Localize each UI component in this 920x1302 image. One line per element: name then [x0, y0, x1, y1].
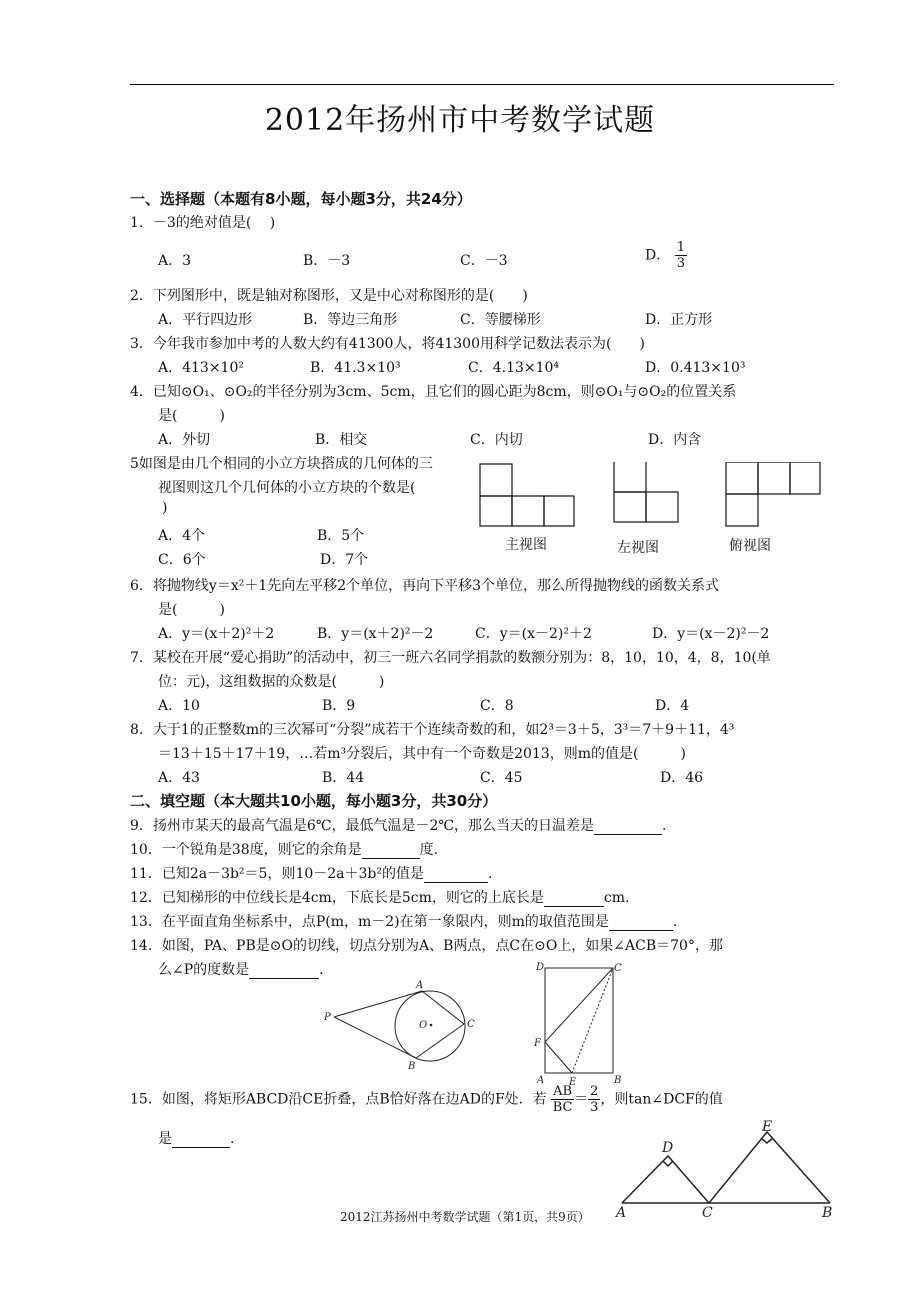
q12-unit: cm. [603, 890, 630, 906]
q10 [130, 839, 438, 859]
top-view-cell [726, 462, 758, 494]
label-d: D [536, 962, 545, 973]
q15-equals: ＝ [574, 1091, 589, 1108]
front-view-cube [480, 496, 512, 526]
side-view-cube [646, 492, 678, 522]
q1-d-prefix: D． [645, 247, 671, 264]
q12 [130, 887, 629, 907]
q7-option-c: C．8 [480, 698, 514, 714]
right-angle-e [761, 1138, 773, 1143]
q9-period: . [662, 818, 667, 834]
q12-text: 12．已知梯形的中位线长是4cm，下底长是5cm，则它的上底长是 [130, 890, 544, 906]
q11 [130, 863, 492, 883]
label-c: C [614, 963, 622, 974]
tangent-pb [334, 1017, 416, 1058]
rectangle-abcd [545, 968, 613, 1073]
q14-stem-line1: 14．如图，PA、PB是⊙O的切线，切点分别为A、B两点，点C在⊙O上，如果∠ACB＝70°，那 [130, 938, 723, 954]
q7-stem-line2: 位：元)，这组数据的众数是( ) [158, 674, 385, 690]
q1-option-c: C．－3 [460, 253, 508, 269]
right-angle-d [663, 1161, 673, 1166]
q14-text: 么∠P的度数是 [158, 962, 250, 978]
side-view-cube [614, 492, 646, 522]
q8-stem-line1: 8．大于1的正整数m的三次幂可“分裂”成若干个连续奇数的和，如2³＝3＋5，3³＝7＋9＋11，4³ [130, 722, 735, 738]
front-view-cube [544, 496, 574, 526]
q1-option-b: B．－3 [303, 253, 351, 269]
q8-option-a: A．43 [158, 770, 200, 786]
label-a: A [537, 1075, 545, 1086]
q10-text: 10．一个锐角是38度，则它的余角是 [130, 842, 362, 858]
q14-answer-blank [249, 962, 319, 979]
q6-option-c: C．y＝(x－2)²＋2 [475, 626, 592, 642]
q11-answer-blank [424, 866, 488, 883]
q8-option-b: B．44 [322, 770, 365, 786]
q1-d-fraction [675, 240, 687, 271]
circle-o [395, 991, 465, 1061]
q2-option-c: C．等腰梯形 [460, 312, 541, 328]
q4-option-a: A．外切 [158, 432, 211, 448]
q15-value [588, 1084, 600, 1115]
q6-stem-line1: 6．将抛物线y＝x²＋1先向左平移2个单位，再向下平移3个单位，那么所得抛物线的函数关系式 [130, 578, 720, 594]
q8-option-c: C．45 [480, 770, 523, 786]
label-b: B [614, 1075, 622, 1086]
chord-ac [422, 991, 464, 1024]
q8-option-d: D．46 [660, 770, 704, 786]
label-e: E [569, 1077, 577, 1088]
q7-option-d: D．4 [655, 698, 690, 714]
q1-option-a: A．3 [158, 253, 192, 269]
q3-option-d: D．0.413×10³ [645, 360, 746, 376]
q14-period: . [319, 962, 324, 978]
label-a: A [416, 980, 424, 991]
q6-option-d: D．y＝(x－2)²－2 [652, 626, 770, 642]
q6-option-b: B．y＝(x＋2)²－2 [317, 626, 434, 642]
q4-option-c: C．内切 [470, 432, 523, 448]
q5-stem-line3: ) [162, 500, 168, 516]
q6-option-a: A．y＝(x＋2)²＋2 [158, 626, 275, 642]
front-view-caption: 主视图 [505, 537, 547, 553]
q15-value-numerator: 2 [590, 1084, 599, 1099]
label-c: C [702, 1205, 713, 1221]
fold-line-ce [572, 968, 613, 1073]
q15-line2-text: 是 [158, 1131, 172, 1147]
q15-stem-line1 [130, 1084, 723, 1115]
q6-stem-line2: 是( ) [158, 602, 225, 618]
top-view-cell [726, 494, 758, 526]
label-c: C [467, 1019, 475, 1030]
q1-stem: 1．－3的绝对值是( ) [130, 215, 276, 231]
label-a: A [616, 1205, 627, 1221]
q15-ratio-numerator: AB [553, 1084, 573, 1099]
page-title: 2012年扬州市中考数学试题 [264, 103, 656, 138]
q15-stem-line2 [158, 1128, 234, 1148]
q3-option-a: A．413×10² [158, 360, 244, 376]
q15-ratio-denominator: BC [552, 1100, 573, 1115]
q12-answer-blank [544, 890, 604, 907]
folded-rectangle-figure [530, 958, 630, 1088]
q7-option-b: B．9 [322, 698, 356, 714]
side-view-caption: 左视图 [617, 540, 659, 556]
q13-answer-blank [609, 914, 673, 931]
q1-d-numerator: 1 [676, 240, 685, 255]
label-p: P [324, 1012, 331, 1023]
q4-option-d: D．内含 [648, 432, 702, 448]
q7-option-a: A．10 [158, 698, 200, 714]
q10-unit: 度. [419, 842, 439, 858]
q5-stem-line2: 视图则这几个几何体的小立方块的个数是( [158, 480, 416, 496]
q11-period: . [488, 866, 493, 882]
q5-option-c: C．6个 [158, 552, 206, 568]
q7-stem-line1: 7．某校在开展“爱心捐助”的活动中，初三一班六名同学捐款的数额分别为：8，10，10，4，8，10(单 [130, 650, 771, 666]
label-f: F [534, 1038, 541, 1049]
front-view-cube [512, 496, 544, 526]
header-rule [130, 84, 834, 85]
q10-answer-blank [362, 842, 420, 859]
front-view-cube [480, 464, 512, 496]
q1-d-denominator: 3 [676, 256, 685, 271]
q15-answer-blank [172, 1131, 230, 1148]
triangle-outline [622, 1132, 830, 1203]
q3-stem: 3．今年我市参加中考的人数大约有41300人，将41300用科学记数法表示为( ) [130, 336, 645, 352]
label-b: B [822, 1205, 833, 1221]
q5-option-d: D．7个 [320, 552, 369, 568]
q5-option-a: A．4个 [158, 528, 206, 544]
q3-option-c: C．4.13×10⁴ [468, 360, 560, 376]
q15-value-denominator: 3 [590, 1100, 599, 1115]
segment-fc [545, 968, 613, 1042]
q15-ratio [551, 1084, 574, 1115]
q4-stem-line2: 是( ) [158, 408, 225, 424]
side-view-cube [614, 462, 646, 492]
tangent-pa [334, 991, 422, 1017]
section-1-heading: 一、选择题（本题有8小题，每小题3分，共24分） [130, 190, 472, 208]
segment-fe [545, 1042, 572, 1073]
top-view-cell [790, 462, 820, 494]
page-footer: 2012江苏扬州中考数学试题（第1页，共9页） [340, 1210, 590, 1224]
q5-stem-line1: 5如图是由几个相同的小立方块搭成的几何体的三 [130, 456, 433, 472]
q8-stem-line2: ＝13＋15＋17＋19，…若m³分裂后，其中有一个奇数是2013，则m的值是( ) [158, 746, 686, 762]
q11-text: 11．已知2a－3b²＝5，则10－2a＋3b²的值是 [130, 866, 425, 882]
q5-option-b: B．5个 [317, 528, 365, 544]
q13-text: 13．在平面直角坐标系中，点P(m，m－2)在第一象限内，则m的取值范围是 [130, 914, 609, 930]
top-view-cell [758, 462, 790, 494]
q15-period: . [230, 1131, 235, 1147]
two-triangles-figure [612, 1118, 842, 1224]
center-dot [430, 1024, 433, 1027]
three-views-figure [478, 462, 828, 532]
label-b: B [408, 1061, 416, 1072]
q9-text: 9．扬州市某天的最高气温是6℃，最低气温是－2℃，那么当天的日温差是 [130, 818, 595, 834]
label-e: E [762, 1119, 773, 1135]
q15-text-tail: ，则tan∠DCF的值 [600, 1091, 723, 1108]
top-view-caption: 俯视图 [729, 538, 771, 554]
q15-text: 15．如图，将矩形ABCD沿CE折叠，点B恰好落在边AD的F处．若 [130, 1091, 547, 1108]
q13-period: . [672, 914, 678, 930]
q13 [130, 911, 677, 931]
q4-option-b: B．相交 [315, 432, 368, 448]
label-o: O [419, 1020, 428, 1031]
q9-answer-blank [594, 818, 662, 835]
q14-stem-line2 [158, 959, 324, 979]
label-d: D [662, 1140, 674, 1156]
q4-stem-line1: 4．已知⊙O₁、⊙O₂的半径分别为3cm、5cm，且它们的圆心距为8cm，则⊙O₁与⊙O₂的位置关系 [130, 384, 737, 400]
q1-option-d [645, 240, 687, 271]
tangent-circle-figure [318, 976, 483, 1076]
q2-option-b: B．等边三角形 [303, 312, 398, 328]
q2-option-a: A．平行四边形 [158, 312, 253, 328]
q2-stem: 2．下列图形中，既是轴对称图形，又是中心对称图形的是( ) [130, 288, 528, 304]
q3-option-b: B．41.3×10³ [310, 360, 401, 376]
section-2-heading: 二、填空题（本大题共10小题，每小题3分，共30分） [130, 792, 498, 810]
q9 [130, 815, 667, 835]
q2-option-d: D．正方形 [645, 312, 713, 328]
